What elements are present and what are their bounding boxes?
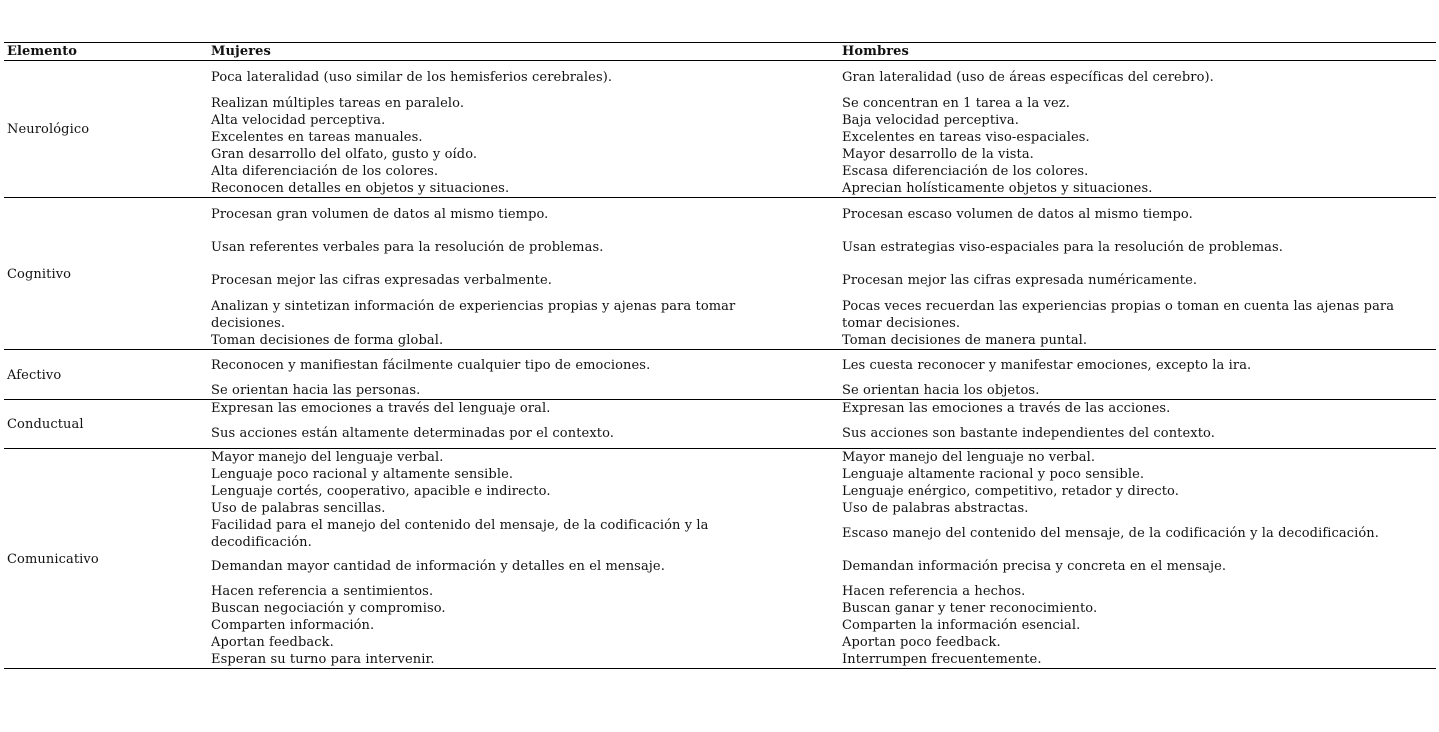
hombres-item: Baja velocidad perceptiva. (842, 113, 1019, 128)
mujeres-item: Gran desarrollo del olfato, gusto y oído. (211, 147, 478, 162)
table-bottom-rule (4, 668, 1436, 669)
mujeres-item: Toman decisiones de forma global. (211, 333, 444, 348)
mujeres-item: Lenguaje poco racional y altamente sensible. (211, 467, 514, 482)
hombres-item: Excelentes en tareas viso-espaciales. (842, 130, 1090, 145)
hombres-item: Les cuesta reconocer y manifestar emociones, excepto la ira. (842, 358, 1252, 373)
hombres-item: Escaso manejo del contenido del mensaje, de la codificación y la decodificación. (842, 526, 1380, 541)
mujeres-item: Procesan gran volumen de datos al mismo tiempo. (211, 207, 549, 222)
hombres-item: Buscan ganar y tener reconocimiento. (842, 601, 1098, 616)
hombres-item: Sus acciones son bastante independientes del contexto. (842, 426, 1215, 441)
hombres-item: Gran lateralidad (uso de áreas específicas del cerebro). (842, 70, 1214, 85)
hombres-item: Lenguaje enérgico, competitivo, retador y directo. (842, 484, 1179, 499)
section-label-cognitivo: Cognitivo (7, 267, 72, 282)
hombres-item: Escasa diferenciación de los colores. (842, 164, 1089, 179)
mujeres-item: Buscan negociación y compromiso. (211, 601, 446, 616)
hombres-item: Toman decisiones de manera puntal. (842, 333, 1088, 348)
hombres-item: Se concentran en 1 tarea a la vez. (842, 96, 1070, 111)
mujeres-item: Esperan su turno para intervenir. (211, 652, 435, 667)
mujeres-item: Procesan mejor las cifras expresadas verbalmente. (211, 273, 553, 288)
mujeres-item: Alta velocidad perceptiva. (211, 113, 386, 128)
hombres-item: Expresan las emociones a través de las acciones. (842, 401, 1171, 416)
section-label-comunicativo: Comunicativo (7, 552, 99, 567)
mujeres-item: Hacen referencia a sentimientos. (211, 584, 434, 599)
mujeres-item: Demandan mayor cantidad de información y detalles en el mensaje. (211, 559, 665, 574)
hombres-item: Procesan escaso volumen de datos al mismo tiempo. (842, 207, 1193, 222)
mujeres-item: Analizan y sintetizan información de experiencias propias y ajenas para tomar (211, 299, 736, 314)
mujeres-item: Se orientan hacia las personas. (211, 383, 421, 398)
hombres-item: Pocas veces recuerdan las experiencias propias o toman en cuenta las ajenas para (842, 299, 1395, 314)
hombres-item: Mayor manejo del lenguaje no verbal. (842, 450, 1096, 465)
header-hombres: Hombres (842, 44, 909, 59)
section-divider (4, 197, 1436, 198)
mujeres-item: Usan referentes verbales para la resolución de problemas. (211, 240, 604, 255)
mujeres-item: Alta diferenciación de los colores. (211, 164, 439, 179)
mujeres-item: decodificación. (211, 535, 312, 550)
hombres-item: Lenguaje altamente racional y poco sensible. (842, 467, 1145, 482)
mujeres-item: Reconocen y manifiestan fácilmente cualquier tipo de emociones. (211, 358, 651, 373)
mujeres-item: Facilidad para el manejo del contenido del mensaje, de la codificación y la (211, 518, 709, 533)
mujeres-item: Lenguaje cortés, cooperativo, apacible e indirecto. (211, 484, 551, 499)
hombres-item: Usan estrategias viso-espaciales para la resolución de problemas. (842, 240, 1284, 255)
section-divider (4, 349, 1436, 350)
header-elemento: Elemento (7, 44, 78, 59)
mujeres-item: Aportan feedback. (211, 635, 334, 650)
hombres-item: Uso de palabras abstractas. (842, 501, 1029, 516)
mujeres-item: Comparten información. (211, 618, 375, 633)
hombres-item: Aprecian holísticamente objetos y situaciones. (842, 181, 1153, 196)
mujeres-item: decisiones. (211, 316, 286, 331)
section-label-afectivo: Afectivo (7, 368, 62, 383)
hombres-item: tomar decisiones. (842, 316, 961, 331)
section-label-neurologico: Neurológico (7, 122, 90, 137)
hombres-item: Aportan poco feedback. (842, 635, 1001, 650)
hombres-item: Demandan información precisa y concreta en el mensaje. (842, 559, 1227, 574)
mujeres-item: Excelentes en tareas manuales. (211, 130, 423, 145)
header-rule (4, 60, 1436, 61)
section-label-conductual: Conductual (7, 417, 84, 432)
mujeres-item: Expresan las emociones a través del lenguaje oral. (211, 401, 551, 416)
mujeres-item: Uso de palabras sencillas. (211, 501, 386, 516)
hombres-item: Mayor desarrollo de la vista. (842, 147, 1034, 162)
mujeres-item: Reconocen detalles en objetos y situaciones. (211, 181, 510, 196)
hombres-item: Se orientan hacia los objetos. (842, 383, 1040, 398)
hombres-item: Comparten la información esencial. (842, 618, 1081, 633)
mujeres-item: Realizan múltiples tareas en paralelo. (211, 96, 465, 111)
hombres-item: Interrumpen frecuentemente. (842, 652, 1042, 667)
hombres-item: Procesan mejor las cifras expresada numéricamente. (842, 273, 1198, 288)
header-mujeres: Mujeres (211, 44, 271, 59)
mujeres-item: Poca lateralidad (uso similar de los hemisferios cerebrales). (211, 70, 613, 85)
hombres-item: Hacen referencia a hechos. (842, 584, 1026, 599)
mujeres-item: Mayor manejo del lenguaje verbal. (211, 450, 444, 465)
mujeres-item: Sus acciones están altamente determinadas por el contexto. (211, 426, 615, 441)
